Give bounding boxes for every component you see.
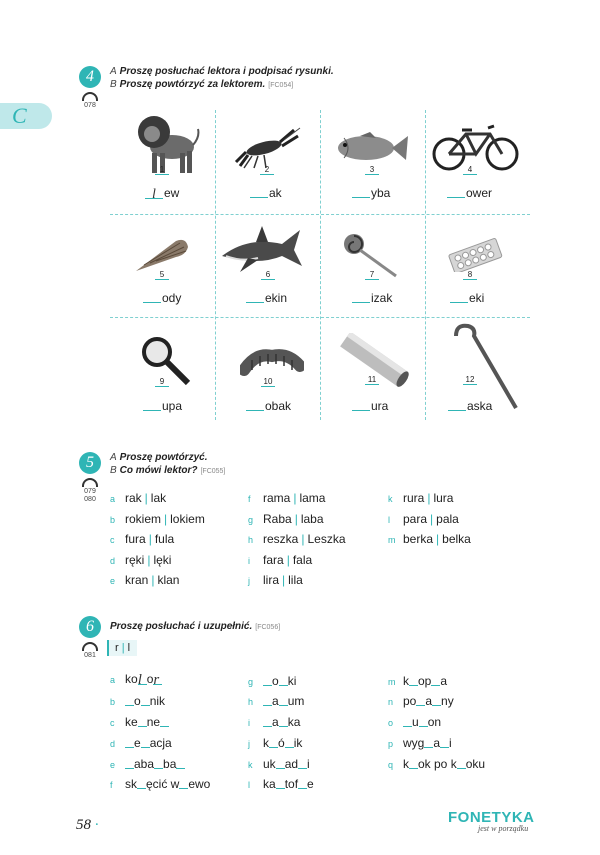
item-number: 8 bbox=[460, 270, 480, 280]
answer-blank[interactable] bbox=[409, 757, 418, 769]
label-word-10 bbox=[246, 399, 291, 413]
item-number: 12 bbox=[460, 375, 480, 385]
word-part: ka bbox=[263, 777, 276, 791]
item-letter: i bbox=[248, 718, 250, 728]
item-letter: q bbox=[388, 760, 394, 770]
word-rest: eki bbox=[469, 291, 485, 305]
word-r: rokiem bbox=[125, 512, 162, 526]
word-pair[interactable]: j lira | lila bbox=[248, 573, 303, 587]
answer-blank[interactable] bbox=[403, 715, 412, 727]
shark-picture bbox=[218, 222, 304, 277]
word-rest: ura bbox=[371, 399, 389, 413]
item-letter: p bbox=[388, 739, 394, 749]
word-l: fala bbox=[292, 553, 313, 567]
exercise-code: [FC056] bbox=[255, 624, 281, 631]
exercise-4-instruction bbox=[110, 65, 334, 92]
word-pair[interactable]: k rura | lura bbox=[388, 491, 454, 505]
answer-blank[interactable] bbox=[431, 674, 440, 686]
word-l: fula bbox=[154, 532, 175, 546]
word-r: rama bbox=[263, 491, 291, 505]
word-l: Leszka bbox=[307, 532, 346, 546]
word-part: ó bbox=[278, 736, 285, 750]
answer-blank[interactable] bbox=[263, 694, 272, 706]
answer-blank[interactable] bbox=[246, 399, 264, 411]
answer-blank[interactable] bbox=[138, 715, 147, 727]
grid-divider bbox=[425, 110, 426, 420]
word-pair[interactable]: f rama | lama bbox=[248, 491, 326, 505]
answer-blank[interactable] bbox=[448, 399, 466, 411]
fill-in-item bbox=[248, 674, 296, 689]
answer-blank[interactable] bbox=[279, 715, 288, 727]
answer-blank[interactable] bbox=[298, 777, 307, 789]
fill-in-item bbox=[110, 736, 172, 751]
fill-in-item bbox=[248, 736, 302, 751]
word-part: o bbox=[146, 672, 154, 686]
word-part: po bbox=[403, 694, 417, 708]
exercise-6-instruction bbox=[110, 620, 280, 634]
word-pair[interactable]: d ręki | lęki bbox=[110, 553, 172, 567]
crayfish-picture bbox=[232, 122, 302, 170]
pair-letter: g bbox=[248, 515, 254, 525]
answer-blank[interactable] bbox=[424, 736, 433, 748]
answer-blank[interactable] bbox=[447, 186, 465, 198]
answer-blank[interactable] bbox=[154, 757, 163, 769]
word-part: i bbox=[449, 736, 452, 750]
label-word-9 bbox=[143, 399, 182, 413]
word-pair[interactable]: g Raba | laba bbox=[248, 512, 324, 526]
word-r: rak bbox=[125, 491, 142, 505]
answer-blank[interactable] bbox=[419, 715, 428, 727]
item-number: 7 bbox=[362, 270, 382, 280]
answer-blank[interactable] bbox=[352, 291, 370, 303]
word-r: para bbox=[403, 512, 428, 526]
answer-blank[interactable] bbox=[141, 736, 150, 748]
answer-blank[interactable] bbox=[269, 736, 278, 748]
ice-cream-cone-picture bbox=[132, 235, 192, 275]
answer-blank[interactable] bbox=[176, 757, 185, 769]
item-letter: f bbox=[110, 780, 113, 790]
pair-letter: b bbox=[110, 515, 116, 525]
word-r: fara bbox=[263, 553, 284, 567]
label-word-1 bbox=[145, 186, 179, 200]
label-word-4 bbox=[447, 186, 492, 200]
item-letter: o bbox=[388, 718, 394, 728]
word-part: ne bbox=[146, 715, 161, 729]
page-number-text: 58 bbox=[76, 817, 91, 833]
word-part: um bbox=[287, 694, 305, 708]
audio-code: 081 bbox=[84, 652, 96, 659]
caterpillar-picture bbox=[240, 348, 304, 378]
word-part: i bbox=[307, 757, 310, 771]
item-letter: g bbox=[248, 677, 254, 687]
word-part: acja bbox=[149, 736, 172, 750]
pair-letter: e bbox=[110, 576, 116, 586]
word-r: reszka bbox=[263, 532, 299, 546]
word-pair[interactable]: l para | pala bbox=[388, 512, 459, 526]
word-part: k bbox=[263, 736, 269, 750]
page-number: 58 · bbox=[76, 817, 99, 833]
answer-blank[interactable] bbox=[409, 674, 418, 686]
item-number: 5 bbox=[152, 270, 172, 280]
answer-blank[interactable] bbox=[143, 399, 161, 411]
item-letter: h bbox=[248, 697, 254, 707]
word-l: belka bbox=[442, 532, 471, 546]
word-part: o bbox=[272, 674, 279, 688]
item-number: 6 bbox=[258, 270, 278, 280]
choice-separator: | bbox=[121, 642, 125, 654]
answer-blank[interactable] bbox=[279, 694, 288, 706]
item-letter: k bbox=[248, 760, 253, 770]
word-part: ke bbox=[125, 715, 138, 729]
answer-blank[interactable] bbox=[250, 186, 268, 198]
instruction-b-text: Proszę powtórzyć za lektorem. bbox=[119, 79, 266, 90]
label-word-2 bbox=[250, 186, 282, 200]
answer-blank[interactable] bbox=[457, 757, 466, 769]
fill-in-item bbox=[110, 694, 165, 709]
letter-choice-box bbox=[107, 640, 137, 656]
word-part: a bbox=[425, 694, 433, 708]
word-part: on bbox=[427, 715, 442, 729]
item-letter: n bbox=[388, 697, 394, 707]
audio-code: 080 bbox=[84, 496, 96, 503]
section-tab-label: C bbox=[12, 103, 27, 128]
answer-blank[interactable] bbox=[279, 674, 288, 686]
fill-in-item bbox=[248, 777, 314, 792]
exercise-4-number: 4 bbox=[79, 66, 101, 88]
choice-l: l bbox=[127, 642, 131, 654]
word-l: lila bbox=[288, 573, 303, 587]
item-letter: b bbox=[110, 697, 116, 707]
fill-in-item bbox=[248, 715, 300, 730]
pair-letter: i bbox=[248, 556, 250, 566]
answer-blank[interactable] bbox=[137, 672, 147, 688]
pair-letter: j bbox=[248, 576, 250, 586]
answer-blank[interactable] bbox=[276, 777, 285, 789]
word-part: a bbox=[440, 674, 448, 688]
word-pair[interactable]: b rokiem | lokiem bbox=[110, 512, 205, 526]
word-part: ewo bbox=[188, 777, 211, 791]
answer-blank[interactable] bbox=[450, 291, 468, 303]
grid-divider bbox=[110, 317, 530, 318]
word-rest: ew bbox=[164, 186, 180, 200]
answer-blank[interactable] bbox=[125, 694, 134, 706]
pair-letter: a bbox=[110, 494, 116, 504]
instruction-a-text: Proszę posłuchać lektora i podpisać rysunki. bbox=[119, 66, 334, 77]
instruction-letter-a: A bbox=[110, 66, 117, 77]
answer-blank[interactable] bbox=[160, 715, 169, 727]
answer-blank[interactable] bbox=[285, 736, 294, 748]
handwritten-answer: l bbox=[152, 187, 156, 202]
answer-blank[interactable] bbox=[137, 777, 146, 789]
word-l: lokiem bbox=[170, 512, 205, 526]
handwritten-answer: l bbox=[137, 672, 142, 688]
audio-track-081[interactable] bbox=[78, 642, 102, 660]
word-part: ka bbox=[287, 715, 301, 729]
fill-in-item bbox=[388, 757, 485, 772]
answer-blank[interactable] bbox=[432, 694, 441, 706]
instruction-b-text: Co mówi lektor? bbox=[119, 465, 198, 476]
word-r: ręki bbox=[125, 553, 145, 567]
word-part: u bbox=[412, 715, 419, 729]
answer-blank[interactable] bbox=[298, 757, 307, 769]
word-rest: yba bbox=[371, 186, 391, 200]
word-r: Raba bbox=[263, 512, 292, 526]
word-l: lama bbox=[299, 491, 326, 505]
label-word-8 bbox=[450, 291, 484, 305]
instruction-letter-b: B bbox=[110, 465, 117, 476]
item-letter: d bbox=[110, 739, 116, 749]
instruction-a-text: Proszę powtórzyć. bbox=[119, 452, 208, 463]
word-part: ok po k bbox=[418, 757, 457, 771]
word-pair[interactable]: a rak | lak bbox=[110, 491, 167, 505]
pair-letter: d bbox=[110, 556, 116, 566]
item-letter: c bbox=[110, 718, 115, 728]
fill-in-item bbox=[110, 757, 185, 772]
label-word-3 bbox=[352, 186, 390, 200]
audio-code: 079 bbox=[84, 488, 96, 495]
fill-in-item bbox=[248, 694, 304, 709]
exercise-5-number: 5 bbox=[79, 452, 101, 474]
answer-blank[interactable] bbox=[125, 757, 134, 769]
item-number: 11 bbox=[362, 375, 382, 385]
pair-letter: k bbox=[388, 494, 393, 504]
grid-divider bbox=[320, 110, 321, 420]
answer-blank[interactable] bbox=[145, 187, 163, 202]
word-rest: ekin bbox=[265, 291, 288, 305]
audio-track-078[interactable] bbox=[78, 92, 102, 110]
logo-title: FONETYKA bbox=[448, 809, 535, 826]
word-l: laba bbox=[300, 512, 324, 526]
logo-subtitle: jest w porządku bbox=[478, 824, 529, 833]
word-rest: obak bbox=[265, 399, 292, 413]
headphones-icon bbox=[82, 478, 98, 487]
fill-in-item bbox=[248, 757, 310, 772]
word-part: ęcić w bbox=[146, 777, 180, 791]
word-pair[interactable]: e kran | klan bbox=[110, 573, 180, 587]
word-part: o bbox=[134, 694, 141, 708]
pair-letter: f bbox=[248, 494, 251, 504]
section-tab bbox=[0, 103, 52, 129]
answer-blank[interactable] bbox=[179, 777, 188, 789]
item-number: 1 bbox=[152, 165, 172, 175]
answer-blank[interactable] bbox=[263, 715, 272, 727]
item-letter: m bbox=[388, 677, 396, 687]
word-part: e bbox=[134, 736, 141, 750]
word-part: sk bbox=[125, 777, 137, 791]
exercise-6-number: 6 bbox=[79, 616, 101, 638]
word-rest: aska bbox=[467, 399, 493, 413]
word-part: k bbox=[403, 674, 409, 688]
word-pair[interactable]: i fara | fala bbox=[248, 553, 313, 567]
word-part: tof bbox=[284, 777, 299, 791]
answer-blank[interactable] bbox=[246, 291, 264, 303]
item-letter: l bbox=[248, 780, 250, 790]
answer-blank[interactable] bbox=[143, 291, 161, 303]
word-rest: upa bbox=[162, 399, 183, 413]
word-part: k bbox=[403, 757, 409, 771]
label-word-6 bbox=[246, 291, 287, 305]
item-number: 2 bbox=[257, 165, 277, 175]
label-word-11 bbox=[352, 399, 388, 413]
audio-track-079-080[interactable] bbox=[78, 478, 102, 504]
exercise-5-instruction bbox=[110, 451, 225, 478]
word-part: a bbox=[433, 736, 441, 750]
answer-blank[interactable] bbox=[276, 757, 285, 769]
headphones-icon bbox=[82, 92, 98, 101]
fish-picture bbox=[330, 130, 410, 165]
fill-in-item bbox=[110, 672, 162, 687]
word-r: berka bbox=[403, 532, 434, 546]
word-l: lęki bbox=[153, 553, 172, 567]
answer-blank[interactable] bbox=[141, 694, 150, 706]
choice-r: r bbox=[115, 642, 119, 654]
item-letter: j bbox=[248, 739, 250, 749]
word-pair[interactable]: h reszka | Leszka bbox=[248, 532, 346, 546]
word-r: rura bbox=[403, 491, 425, 505]
item-letter: e bbox=[110, 760, 116, 770]
item-number: 4 bbox=[460, 165, 480, 175]
fill-in-item bbox=[388, 736, 452, 751]
fill-in-item bbox=[110, 777, 210, 792]
label-word-12 bbox=[448, 399, 492, 413]
word-pair[interactable]: m berka | belka bbox=[388, 532, 471, 546]
word-part: e bbox=[307, 777, 314, 791]
word-part: ko bbox=[125, 672, 138, 686]
word-part: uk bbox=[263, 757, 276, 771]
answer-blank[interactable] bbox=[263, 674, 272, 686]
pills-picture bbox=[446, 238, 504, 272]
audio-code: 078 bbox=[84, 102, 96, 109]
answer-blank[interactable] bbox=[125, 736, 134, 748]
headphones-icon bbox=[82, 642, 98, 651]
pair-letter: m bbox=[388, 535, 396, 545]
word-r: lira bbox=[263, 573, 280, 587]
word-part: a bbox=[272, 694, 279, 708]
word-part: ny bbox=[441, 694, 454, 708]
answer-blank[interactable] bbox=[352, 399, 370, 411]
answer-blank[interactable] bbox=[352, 186, 370, 198]
fill-in-item bbox=[110, 715, 169, 730]
item-number: 9 bbox=[152, 377, 172, 387]
item-number: 10 bbox=[258, 377, 278, 387]
grid-divider bbox=[215, 110, 216, 420]
word-rest: ak bbox=[269, 186, 282, 200]
answer-blank[interactable] bbox=[416, 694, 425, 706]
word-part: oku bbox=[465, 757, 486, 771]
word-l: lura bbox=[433, 491, 454, 505]
answer-blank[interactable] bbox=[153, 672, 162, 688]
label-word-5 bbox=[143, 291, 181, 305]
word-pair[interactable]: c fura | fula bbox=[110, 532, 175, 546]
word-l: klan bbox=[157, 573, 180, 587]
word-part: aba bbox=[134, 757, 155, 771]
word-part: nik bbox=[149, 694, 166, 708]
word-part: op bbox=[418, 674, 432, 688]
grid-divider bbox=[110, 214, 530, 215]
instruction-letter-a: A bbox=[110, 452, 117, 463]
word-part: a bbox=[272, 715, 279, 729]
word-part: ba bbox=[163, 757, 177, 771]
word-part: ad bbox=[284, 757, 299, 771]
pair-letter: c bbox=[110, 535, 115, 545]
pair-letter: h bbox=[248, 535, 254, 545]
pair-letter: l bbox=[388, 515, 390, 525]
exercise-code: [FC055] bbox=[200, 468, 226, 475]
word-part: ki bbox=[287, 674, 297, 688]
word-part: ik bbox=[293, 736, 303, 750]
fill-in-item bbox=[388, 694, 454, 709]
label-word-7 bbox=[352, 291, 392, 305]
word-l: pala bbox=[436, 512, 459, 526]
answer-blank[interactable] bbox=[440, 736, 449, 748]
word-l: lak bbox=[150, 491, 167, 505]
item-letter: a bbox=[110, 675, 116, 685]
instruction-letter-b: B bbox=[110, 79, 117, 90]
item-number: 3 bbox=[362, 165, 382, 175]
word-part: wyg bbox=[403, 736, 425, 750]
handwritten-answer: r bbox=[153, 672, 160, 688]
fill-in-item bbox=[388, 715, 441, 730]
fill-in-item bbox=[388, 674, 447, 689]
instruction-text: Proszę posłuchać i uzupełnić. bbox=[110, 621, 253, 632]
word-rest: ower bbox=[466, 186, 493, 200]
exercise-code: [FC054] bbox=[268, 82, 294, 89]
fonetyka-logo bbox=[448, 809, 558, 839]
word-rest: izak bbox=[371, 291, 393, 305]
word-r: kran bbox=[125, 573, 149, 587]
word-r: fura bbox=[125, 532, 146, 546]
word-rest: ody bbox=[162, 291, 182, 305]
